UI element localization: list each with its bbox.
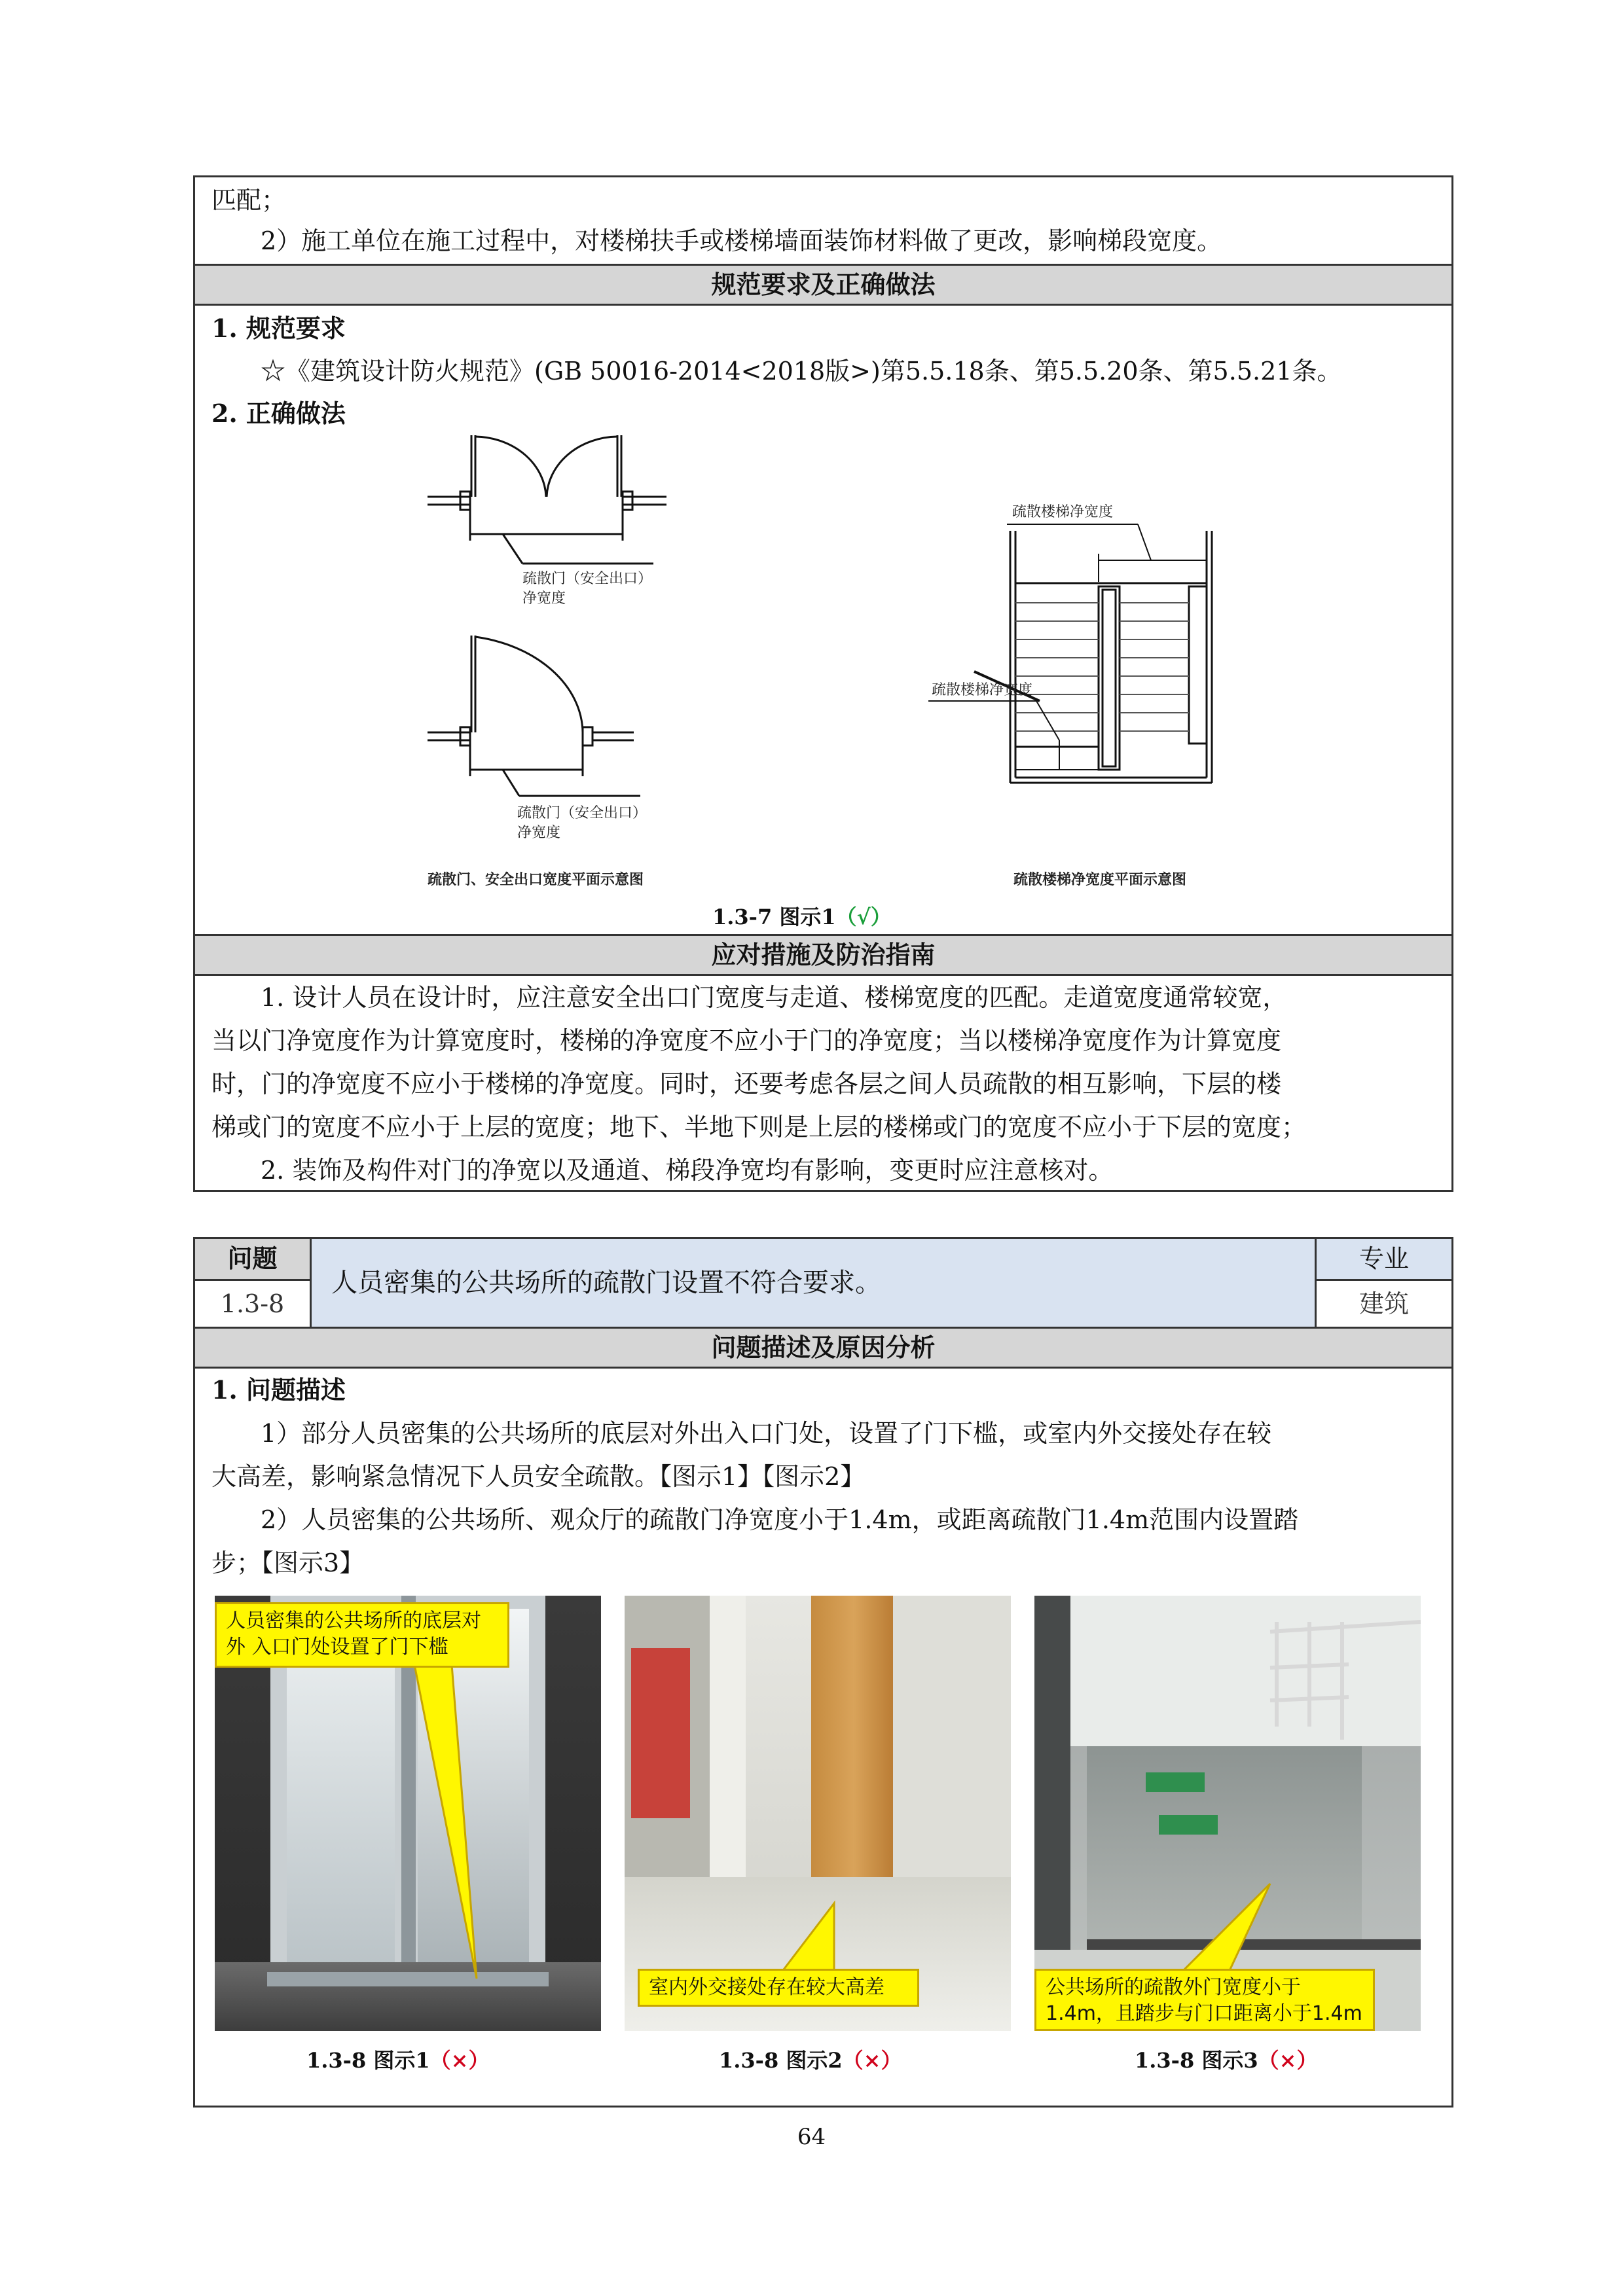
page-number: 64 bbox=[797, 2124, 826, 2150]
figure-caption bbox=[712, 901, 892, 931]
desc-line-1: 1）部分人员密集的公共场所的底层对外出入口门处，设置了门下槛，或室内外交接处存在较 bbox=[261, 1419, 1272, 1448]
problem-title-cell bbox=[312, 1239, 1317, 1327]
photo-1 bbox=[215, 1596, 601, 2031]
problem-title: 人员密集的公共场所的疏散门设置不符合要求。 bbox=[331, 1268, 881, 1298]
photo-2-caption-text: 1.3-8 图示2 bbox=[719, 2048, 843, 2073]
major-value: 建筑 bbox=[1359, 1289, 1409, 1318]
photo-1-callout bbox=[215, 1602, 509, 1668]
photo-3-caption bbox=[1135, 2044, 1317, 2074]
photo-3-callout-line-1: 公共场所的疏散外门宽度小于 bbox=[1046, 1976, 1301, 1999]
door-width-label-1: 净宽度 bbox=[522, 590, 566, 607]
photo-3-wrong-mark: （×） bbox=[1258, 2048, 1318, 2073]
desc-line-2: 大高差，影响紧急情况下人员安全疏散。【图示1】【图示2】 bbox=[211, 1462, 866, 1491]
photo-2-callout-line-1: 室内外交接处存在较大高差 bbox=[649, 1976, 884, 1999]
continued-line-1: 匹配； bbox=[211, 186, 287, 215]
spec-text: ☆《建筑设计防火规范》(GB 50016-2014<2018版>)第5.5.18条、第5.5.20条、第5.5.21条。 bbox=[261, 357, 1342, 386]
analysis-header: 问题描述及原因分析 bbox=[195, 1327, 1451, 1369]
photo-1-callout-line-1: 人员密集的公共场所的底层对 bbox=[226, 1609, 481, 1632]
photo-2-caption bbox=[719, 2044, 902, 2074]
figure-caption-text: 1.3-7 图示1 bbox=[712, 905, 836, 929]
photo-3-callout-line-2: 1.4m，且踏步与门口距离小于1.4m bbox=[1046, 2002, 1362, 2025]
double-door-drawing bbox=[428, 435, 666, 564]
measures-header: 应对措施及防治指南 bbox=[195, 934, 1451, 976]
stair-label-side: 疏散楼梯净宽度 bbox=[932, 682, 1033, 698]
photo-1-caption-text: 1.3-8 图示1 bbox=[306, 2048, 430, 2073]
photo-1-wrong-mark: （×） bbox=[429, 2048, 490, 2073]
problem-code: 1.3-8 bbox=[220, 1289, 285, 1318]
section2-table bbox=[193, 1237, 1453, 2108]
photo-1-caption bbox=[306, 2044, 489, 2074]
single-door-drawing bbox=[428, 636, 640, 796]
photo-2 bbox=[625, 1596, 1011, 2031]
problem-label: 问题 bbox=[195, 1239, 310, 1281]
continued-line-2: 2）施工单位在施工过程中，对楼梯扶手或楼梯墙面装饰材料做了更改，影响梯段宽度。 bbox=[261, 226, 1222, 255]
spec-title: 1. 规范要求 bbox=[211, 314, 346, 343]
photo-1-callout-line-2: 外 入口门处设置了门下槛 bbox=[226, 1636, 448, 1659]
major-label: 专业 bbox=[1317, 1239, 1451, 1281]
spec-header: 规范要求及正确做法 bbox=[195, 264, 1451, 306]
correct-mark: （√） bbox=[835, 905, 892, 929]
photo-3-callout bbox=[1034, 1969, 1375, 2031]
door-label-2: 疏散门（安全出口） bbox=[517, 805, 647, 821]
correct-title: 2. 正确做法 bbox=[211, 399, 346, 428]
left-diagram-caption: 疏散门、安全出口宽度平面示意图 bbox=[428, 872, 644, 888]
measure-line-5: 2. 装饰及构件对门的净宽以及通道、梯段净宽均有影响，变更时应注意核对。 bbox=[261, 1156, 1114, 1185]
measure-line-2: 当以门净宽度作为计算宽度时，楼梯的净宽度不应小于门的净宽度；当以楼梯净宽度作为计算宽度 bbox=[211, 1026, 1282, 1055]
desc-line-3: 2）人员密集的公共场所、观众厅的疏散门净宽度小于1.4m，或距离疏散门1.4m范围内设置踏 bbox=[261, 1505, 1299, 1534]
photo-2-wrong-mark: （×） bbox=[842, 2048, 902, 2073]
stair-drawing bbox=[1010, 531, 1212, 783]
door-label-1: 疏散门（安全出口） bbox=[522, 571, 653, 587]
photo-3-caption-text: 1.3-8 图示3 bbox=[1135, 2048, 1258, 2073]
desc-line-4: 步；【图示3】 bbox=[211, 1549, 365, 1577]
problem-cell bbox=[195, 1239, 312, 1327]
desc-title: 1. 问题描述 bbox=[211, 1375, 346, 1405]
section1-table bbox=[193, 175, 1453, 1192]
photo-3 bbox=[1034, 1596, 1421, 2031]
measure-line-4: 梯或门的宽度不应小于上层的宽度；地下、半地下则是上层的楼梯或门的宽度不应小于下层的宽度； bbox=[211, 1113, 1307, 1141]
stair-label-top: 疏散楼梯净宽度 bbox=[1012, 504, 1114, 520]
major-cell bbox=[1317, 1239, 1451, 1327]
door-width-label-2: 净宽度 bbox=[517, 825, 561, 841]
measure-line-1: 1. 设计人员在设计时，应注意安全出口门宽度与走道、楼梯宽度的匹配。走道宽度通常较宽， bbox=[261, 983, 1288, 1012]
photo-2-callout bbox=[638, 1969, 919, 2007]
measure-line-3: 时，门的净宽度不应小于楼梯的净宽度。同时，还要考虑各层之间人员疏散的相互影响，下层的楼 bbox=[211, 1069, 1282, 1098]
figure-diagram bbox=[195, 426, 1452, 897]
right-diagram-caption: 疏散楼梯净宽度平面示意图 bbox=[1013, 872, 1187, 888]
